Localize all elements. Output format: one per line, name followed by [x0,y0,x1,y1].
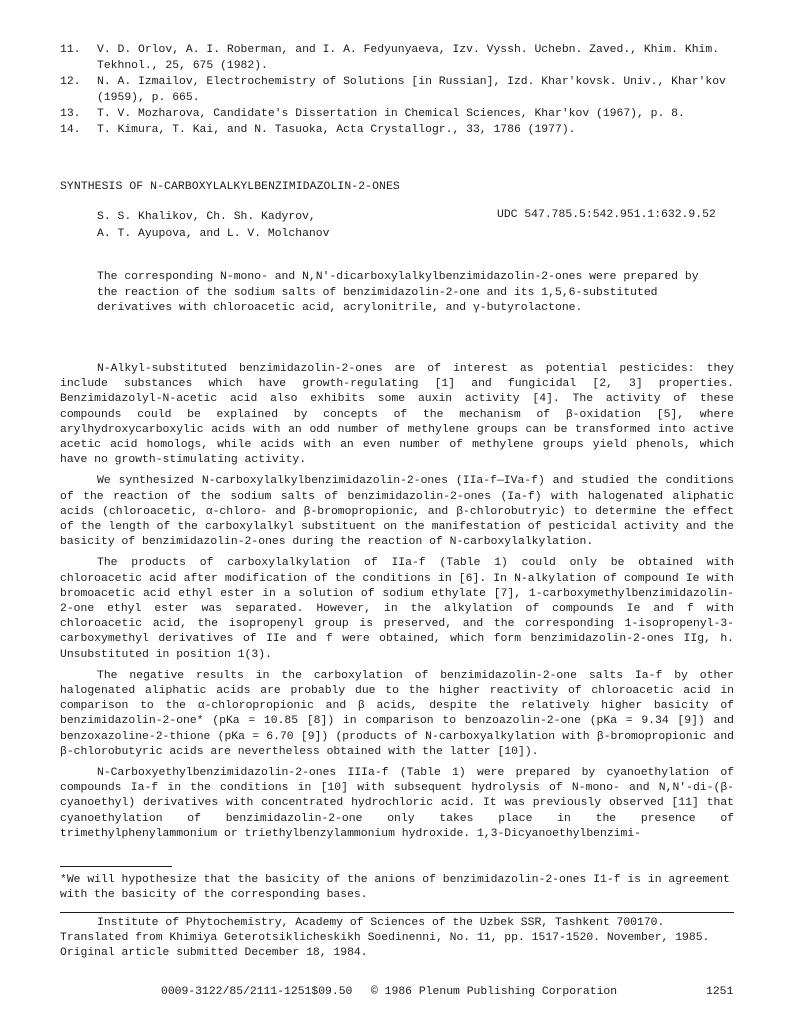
body-paragraph: The negative results in the carboxylation of benzimidazolin-2-one salts Ia-f by other halogenated aliphatic acids are probably due to the higher reactivity of chloroacetic acid in comparison to the α-chloropropionic and β acids, despite the relatively higher basicity of benzimidazolin-2-one* (pKa = 10.85 [8]) in comparison to benzoazolin-2-one (pKa = 9.34 [9]) and benzoxazoline-2-thione (pKa = 6.70 [9]) (products of N-carboxyalkylation with β-bromopropionic and β-chlorobutyric acids are nevertheless obtained with the latter [10]). [60,669,734,758]
reference-text: V. D. Orlov, A. I. Roberman, and I. A. Fedyunyaeva, Izv. Vyssh. Uchebn. Zaved., Khim. Khim. Tekhnol., 25, 675 (1982). [97,44,720,72]
institute-affiliation: Institute of Phytochemistry, Academy of Sciences of the Uzbek SSR, Tashkent 700170. [97,917,665,929]
footnote: *We will hypothesize that the basicity of the anions of benzimidazolin-2-ones I1-f is in agreement with the basicity of the corresponding bases. [60,874,730,902]
reference-number: 14. [60,124,81,136]
article-body [60,362,734,848]
reference-item [60,122,740,138]
body-paragraph: The products of carboxylalkylation of IIa-f (Table 1) could only be obtained with chloroacetic acid after modification of the conditions in [6]. In N-alkylation of compound Ie with bromoacetic acid ethyl ester in a solution of sodium ethylate [7], 1-carboxymethylbenzimidazolin-2-one ethyl ester was separated. However, in the alkylation of compounds Ie and f with chloroacetic acid, the isopropenyl group is preserved, and the corresponding 1-isopropenyl-3-carboxymethyl derivatives of IIe and f were obtained, which form benzimidazolin-2-ones IIg, h. Unsubstituted in position 1(3). [60,557,734,661]
body-paragraph: We synthesized N-carboxylalkylbenzimidazolin-2-ones (IIa-f—IVa-f) and studied the conditions of the reaction of the sodium salts of benzimidazolin-2-ones (Ia-f) with halogenated aliphatic acids (chloroacetic, α-chloro- and β-bromopropionic, and β-chlorobutryic) to determine the effect of the length of the carboxylalkyl substituent on the manifestation of pesticidal activity and the basicity of benzimidazolin-2-ones during the reaction of N-carboxylalkylation. [60,475,734,549]
article-title: SYNTHESIS OF N-CARBOXYLALKYLBENZIMIDAZOLIN-2-ONES [60,181,400,193]
body-paragraph: N-Carboxyethylbenzimidazolin-2-ones IIIa-f (Table 1) were prepared by cyanoethylation of compounds Ia-f in the conditions in [10] with subsequent hydrolysis of N-mono- and N,N'-di-(β-cyanoethyl) derivatives with concentrated hydrochloric acid. It was previously observed [11] that cyanoethylation of benzimidazolin-2-one only takes place in the presence of trimethylphenylammonium or triethylbenzylammonium hydroxide. 1,3-Dicyanoethylbenzimi- [60,767,734,840]
udc-code: UDC 547.785.5:542.951.1:632.9.52 [497,209,716,221]
reference-number: 12. [60,76,81,88]
body-paragraph: N-Alkyl-substituted benzimidazolin-2-ones are of interest as potential pesticides: they include substances which have growth-regulating [1] and fungicidal [2, 3] properties. Benzimidazolyl-N-acetic acid also exhibits some auxin activity [4]. The activity of these compounds could be explained by concepts of the mechanism of β-oxidation [5], where arylhydroxycarboxylic acids with an odd number of methylene groups can be transformed into active acetic acid homologs, while acids with an even number of methylene groups yield phenols, which have no growth-stimulating activity. [60,363,734,467]
reference-number: 11. [60,44,81,56]
reference-text: T. Kimura, T. Kai, and N. Tasuoka, Acta Crystallogr., 33, 1786 (1977). [97,124,576,136]
authors-line: A. T. Ayupova, and L. V. Molchanov [97,228,330,240]
copyright-notice: © 1986 Plenum Publishing Corporation [371,986,618,998]
reference-number: 13. [60,108,81,120]
reference-text: N. A. Izmailov, Electrochemistry of Solutions [in Russian], Izd. Khar'kovsk. Univ., Khar'kov (1959), p. 665. [97,76,726,104]
institute-divider [60,912,734,913]
abstract: The corresponding N-mono- and N,N'-dicarboxylalkylbenzimidazolin-2-ones were prepared by the reaction of the sodium salts of benzimidazolin-2-one and its 1,5,6-substituted derivatives with chloroacetic acid, acrylonitrile, and γ-butyrolactone. [97,271,699,315]
issn-code: 0009-3122/85/2111-1251$09.50 [161,986,353,998]
footnote-divider [60,866,172,867]
reference-item [60,74,740,106]
reference-item [60,42,740,74]
authors-line: S. S. Khalikov, Ch. Sh. Kadyrov, [97,211,316,223]
reference-list [60,42,740,138]
page-number: 1251 [706,986,734,998]
reference-text: T. V. Mozharova, Candidate's Dissertation in Chemical Sciences, Khar'kov (1967), p. 8. [97,108,685,120]
translation-note: Translated from Khimiya Geterotsiklicheskikh Soedinenni, No. 11, pp. 1517-1520. November, 1985. Original article submitted December 18, 1984. [60,932,710,960]
reference-item [60,106,740,122]
institute-note [60,916,734,962]
author-list [97,209,329,243]
